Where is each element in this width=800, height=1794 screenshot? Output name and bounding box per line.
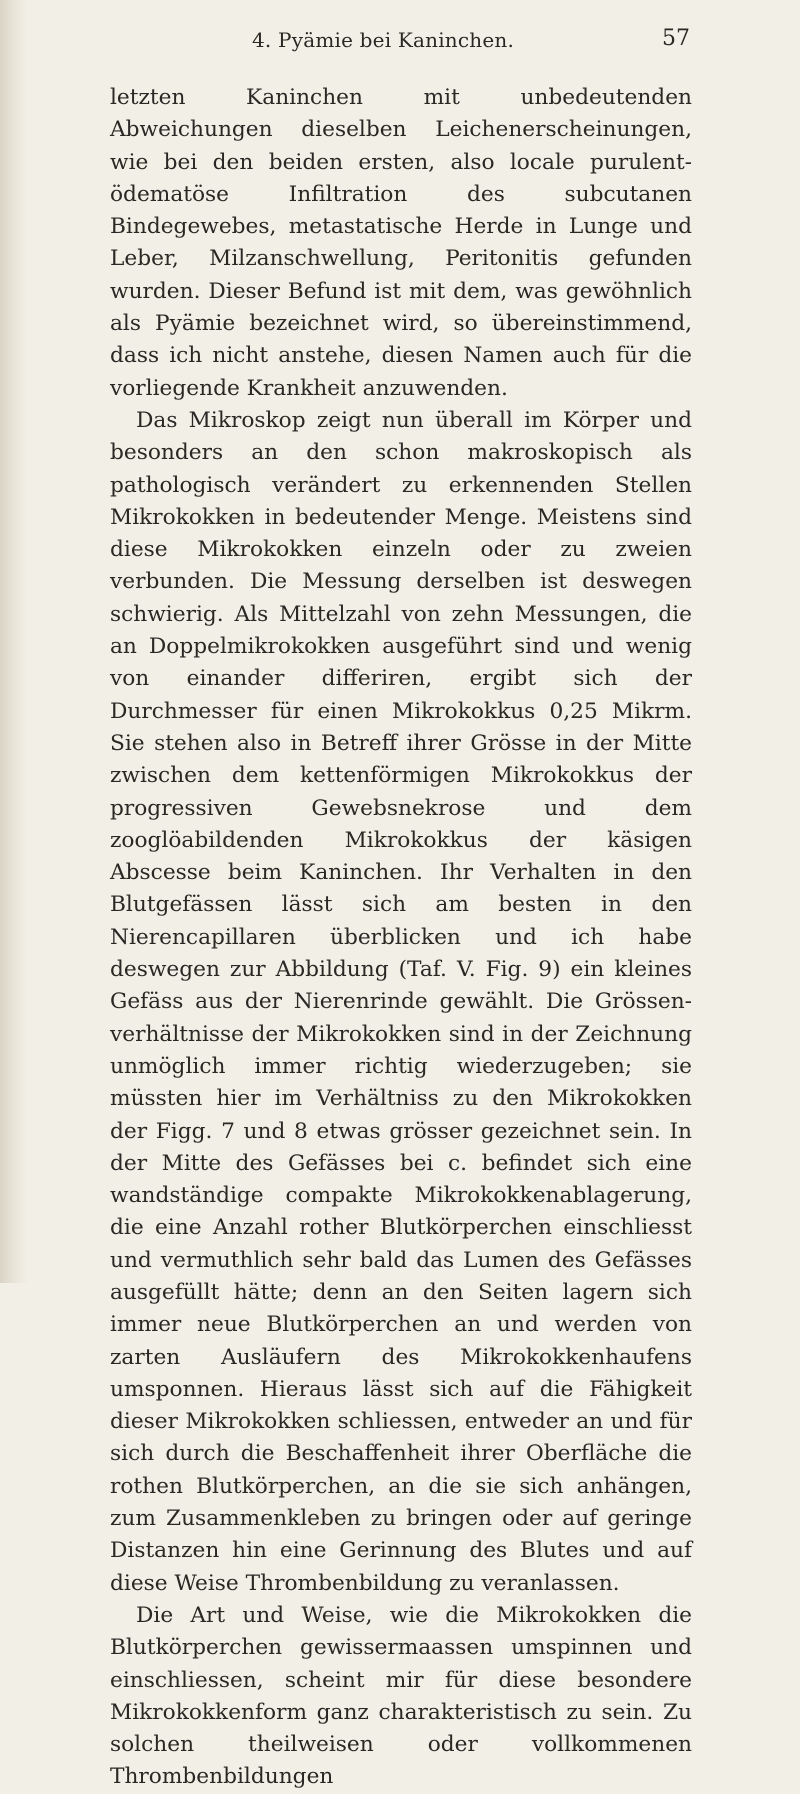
page-number: 57 (662, 26, 690, 51)
paragraph-thrombus: Die Art und Weise, wie die Mikrokokken die Blutkörperchen gewissermaassen umspinnen und einschliessen, scheint mir für diese besondere Mikrokokkenform ganz charakteristisch zu sein. Zu solchen theilweisen oder vollkommenen Thrombenbildungen (110, 1602, 692, 1790)
paragraph-continuation: letzten Kaninchen mit unbedeutenden Abweichungen dieselben Leichenerscheinungen, wie bei den beiden ersten, also locale purulent-ödematöse Infiltration des subcutanen Bindegewebes, metastatische Herde in Lunge und Leber, Milzanschwellung, Peritonitis gefunden wurden. Dieser Befund ist mit dem, was gewöhnlich als Pyämie bezeichnet wird, so übereinstimmend, dass ich nicht anstehe, diesen Namen auch für die vorliegende Krankheit anzuwenden. (110, 85, 692, 401)
paragraph-microscopy: Das Mikroskop zeigt nun überall im Körper und besonders an den schon makroskopisch als pathologisch verändert zu erkennenden Stellen Mikrokokken in bedeutender Menge. Meistens sind diese Mikrokokken einzeln oder zu zweien verbunden. Die Messung derselben ist deswegen schwierig. Als Mittelzahl von zehn Messungen, die an Doppelmikrokokken ausgeführt sind und wenig von einander differiren, ergibt sich der Durchmesser für einen Mikrokokkus 0,25 Mikrm. Sie stehen also in Betreff ihrer Grösse in der Mitte zwischen dem kettenförmigen Mikrokokkus der progressiven Gewebsnekrose und dem zooglöabildenden Mikrokokkus der käsigen Abscesse beim Kaninchen. Ihr Verhalten in den Blutgefässen lässt sich am besten in den Nierencapillaren überblicken und ich habe deswegen zur Abbildung (Taf. V. Fig. 9) ein kleines Gefäss aus der Nierenrinde gewählt. Die Grössenverhältnisse der Mikrokokken sind in der Zeichnung unmöglich immer richtig wiederzugeben; sie müssten hier im Verhältniss zu den Mikrokokken der Figg. 7 und 8 etwas grösser gezeichnet sein. In der Mitte des Gefässes bei c. befindet sich eine wandständige compakte Mikrokokkenablagerung, die eine Anzahl rother Blutkörperchen einschliesst und vermuthlich sehr bald das Lumen des Gefässes ausgefüllt hätte; denn an den Seiten lagern sich immer neue Blutkörperchen an und werden von zarten Ausläufern des Mikrokokkenhaufens umsponnen. Hieraus lässt sich auf die Fähigkeit dieser Mikrokokken schliessen, entweder an und für sich durch die Beschaffenheit ihrer Oberfläche die rothen Blutkörperchen, an die sie sich anhängen, zum Zusammenkleben zu bringen oder auf geringe Distanzen hin eine Gerinnung des Blutes und auf diese Weise Thrombenbildung zu veranlassen. (110, 407, 692, 1596)
body-text (110, 82, 692, 1794)
running-head: 4. Pyämie bei Kaninchen. (252, 28, 515, 52)
page-header (102, 20, 702, 56)
page-gutter-shadow (0, 0, 28, 1283)
